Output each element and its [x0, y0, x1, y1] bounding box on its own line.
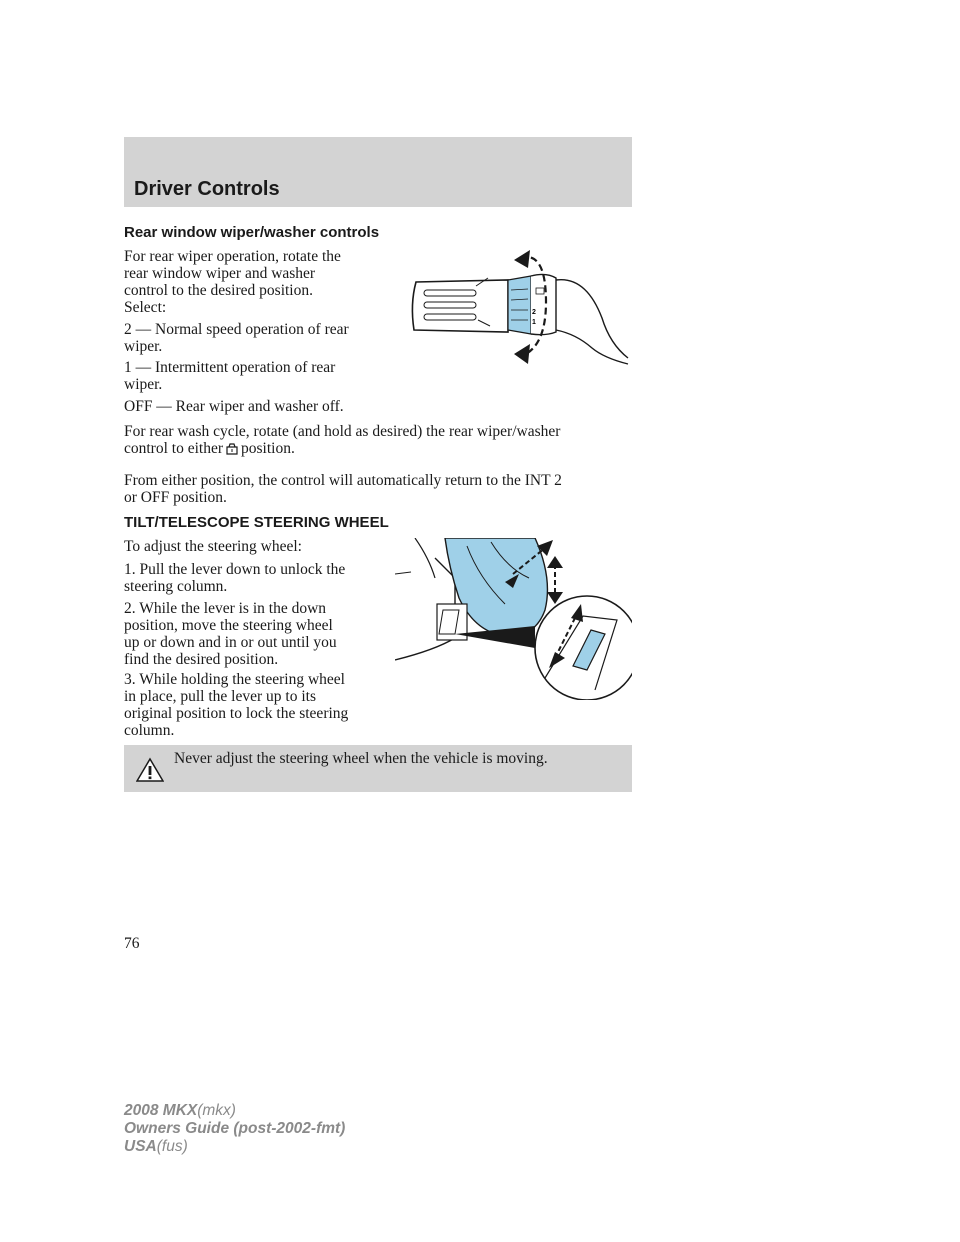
- step-line: steering column.: [124, 578, 228, 595]
- return-line: or OFF position.: [124, 489, 227, 506]
- item-line: 2 — Normal speed operation of rear: [124, 321, 349, 338]
- footer-region: USA: [124, 1138, 157, 1155]
- intro-line: control to the desired position.: [124, 282, 313, 299]
- step-line: find the desired position.: [124, 651, 279, 668]
- safety-warning-box: [124, 745, 632, 792]
- footer-model-line: [124, 1102, 345, 1120]
- wash-text: position.: [241, 440, 295, 457]
- rotate-down-arrow-icon: [514, 344, 530, 364]
- rear-wiper-intro: [124, 248, 382, 316]
- step-line: 3. While holding the steering wheel: [124, 671, 345, 688]
- item-line: wiper.: [124, 376, 163, 393]
- warning-triangle-icon: [136, 757, 164, 783]
- step-line: in place, pull the lever up to its: [124, 688, 316, 705]
- intro-line: Select:: [124, 299, 167, 316]
- rear-wiper-item-1: [124, 359, 382, 393]
- footer-model-code: (mkx): [197, 1102, 236, 1119]
- rear-wash-return-paragraph: [124, 472, 624, 506]
- footer-region-code: (fus): [156, 1138, 188, 1155]
- wash-line: [124, 440, 624, 457]
- stalk-handle: [412, 280, 508, 332]
- tilt-up-arrow-icon: [547, 556, 563, 568]
- warning-text: Never adjust the steering wheel when the vehicle is moving.: [174, 750, 548, 767]
- step-line: up or down and in or out until you: [124, 634, 337, 651]
- rear-wiper-rotary-control: [508, 276, 531, 334]
- step-line: column.: [124, 722, 175, 739]
- rear-wiper-item-2: [124, 321, 382, 355]
- steering-heading: TILT/TELESCOPE STEERING WHEEL: [124, 514, 389, 531]
- item-line: wiper.: [124, 338, 163, 355]
- steering-lever-illustration: [395, 538, 632, 700]
- rear-wiper-item-off: OFF — Rear wiper and washer off.: [124, 398, 344, 415]
- item-line: 1 — Intermittent operation of rear: [124, 359, 336, 376]
- position-1-label: 1: [532, 319, 536, 326]
- return-line: From either position, the control will automatically return to the INT 2: [124, 472, 562, 489]
- wash-line: For rear wash cycle, rotate (and hold as desired) the rear wiper/washer: [124, 423, 561, 440]
- document-footer: [124, 1102, 345, 1156]
- wash-text: control to either: [124, 440, 223, 457]
- rotate-up-arrow-icon: [514, 250, 530, 268]
- section-header-band: [124, 137, 632, 207]
- step-line: 1. Pull the lever down to unlock the: [124, 561, 346, 578]
- rear-wash-paragraph: [124, 423, 624, 457]
- position-2-label: 2: [532, 309, 536, 316]
- footer-guide: Owners Guide (post-2002-fmt): [124, 1120, 346, 1137]
- footer-guide-line: [124, 1120, 345, 1138]
- steering-intro: To adjust the steering wheel:: [124, 538, 302, 555]
- intro-line: rear window wiper and washer: [124, 265, 316, 282]
- steering-step-2: [124, 600, 382, 668]
- step-line: original position to lock the steering: [124, 705, 349, 722]
- steering-step-1: [124, 561, 382, 595]
- footer-model: 2008 MKX: [124, 1102, 198, 1119]
- step-line: position, move the steering wheel: [124, 617, 333, 634]
- step-line: 2. While the lever is in the down: [124, 600, 327, 617]
- footer-region-line: [124, 1138, 345, 1156]
- tilt-down-arrow-icon: [547, 592, 563, 604]
- steering-step-3: [124, 671, 382, 739]
- intro-line: For rear wiper operation, rotate the: [124, 248, 341, 265]
- rear-wiper-stalk-illustration: [396, 246, 632, 370]
- rear-wiper-heading: Rear window wiper/washer controls: [124, 224, 380, 241]
- page-number: 76: [124, 935, 140, 952]
- section-title: Driver Controls: [134, 178, 280, 200]
- rear-washer-icon: [225, 442, 239, 456]
